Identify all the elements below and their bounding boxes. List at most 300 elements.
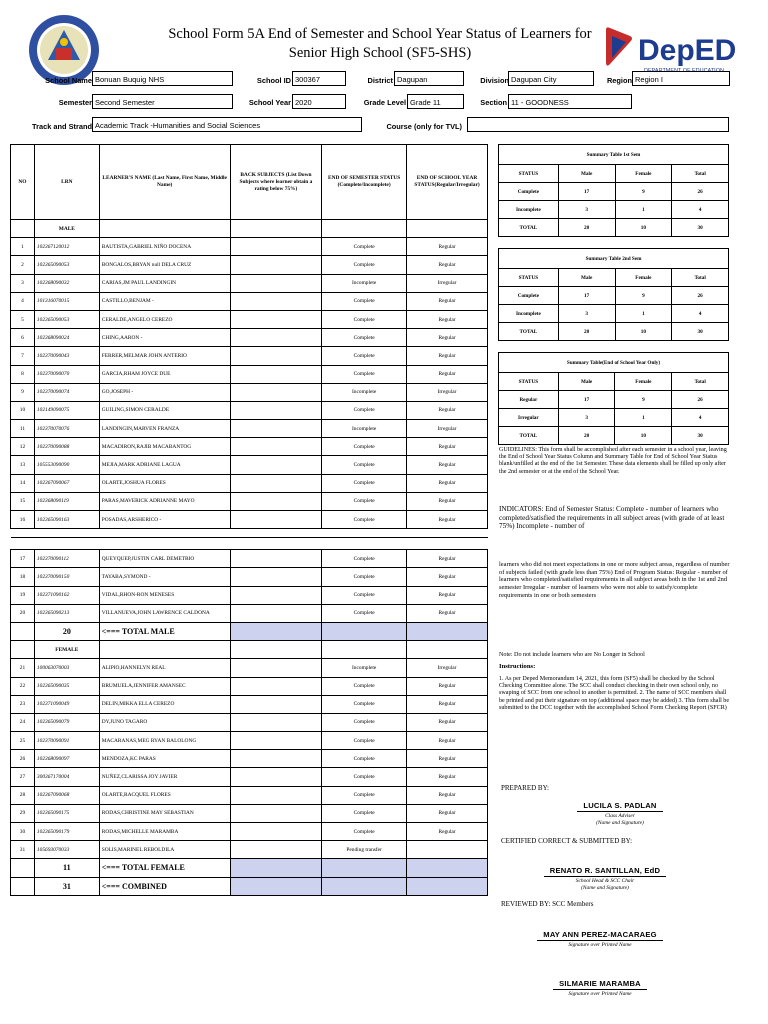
row-end-year-status: Regular [407, 823, 488, 841]
course-label: Course (only for TVL) [386, 122, 462, 131]
row-no: 5 [11, 310, 35, 328]
row-back-subjects [230, 456, 322, 474]
row-back-subjects [230, 238, 322, 256]
row-end-sem-status: Complete [322, 238, 407, 256]
summary-cell: 9 [615, 391, 672, 409]
col-back-subjects: BACK SUBJECTS (List Down Subjects where learner obtain a rating below 75%) [230, 145, 322, 220]
learner-row [11, 438, 488, 456]
instructions-title: Instructions: [499, 663, 536, 670]
grade-level-field[interactable]: Grade 11 [407, 94, 464, 109]
row-end-year-status: Regular [407, 713, 488, 731]
row-end-sem-status: Complete [322, 823, 407, 841]
row-back-subjects [230, 256, 322, 274]
summary-cell: TOTAL [499, 323, 559, 341]
learner-row [11, 695, 488, 713]
row-end-year-status: Regular [407, 586, 488, 604]
summary-cell: 9 [615, 183, 672, 201]
summary-cell: 3 [558, 305, 615, 323]
row-learner-name: BRUMUELA,JENNIFER AMANSEC [99, 677, 230, 695]
school-head-signature: RENATO R. SANTILLAN, EdD School Head & SCC Chair (Name and Signature) [505, 860, 705, 891]
learner-row [11, 420, 488, 438]
row-back-subjects [230, 365, 322, 383]
summary-head-cell: STATUS [499, 165, 559, 183]
summary-table-2nd-sem [498, 248, 729, 341]
summary-cell: 20 [558, 427, 615, 445]
learner-row [11, 823, 488, 841]
summary-cell: 1 [615, 409, 672, 427]
row-back-subjects [230, 713, 322, 731]
row-learner-name: QUEYQUEP,JUSTIN CARL DEMETRIO [99, 550, 230, 568]
row-end-year-status: Irregular [407, 274, 488, 292]
row-no: 8 [11, 365, 35, 383]
learner-row [11, 659, 488, 677]
row-end-sem-status: Complete [322, 786, 407, 804]
row-lrn: 102368090032 [34, 274, 99, 292]
summary-cell: 3 [558, 409, 615, 427]
row-end-sem-status: Complete [322, 256, 407, 274]
summary-cell: Irregular [499, 409, 559, 427]
row-end-year-status: Regular [407, 550, 488, 568]
male-section-row [11, 220, 488, 238]
row-no: 1 [11, 238, 35, 256]
combined-row [11, 877, 488, 895]
row-lrn: 102367120012 [34, 238, 99, 256]
row-learner-name: MACARANAS,MEG RYAN BALOLONG [99, 732, 230, 750]
row-no: 11 [11, 420, 35, 438]
learner-row [11, 238, 488, 256]
total-male-row-count: 20 [34, 622, 99, 640]
total-female-row-label: <=== TOTAL FEMALE [99, 859, 230, 877]
indicators-text-b: learners who did not meet expectations in one or more subject areas, regardless of number of subjects failed (with grade less than 75%) End of Program Status: Regular - number of learners who completed/satisfied requirements in all subject areas both in the 1st and 2nd semester Irregular - number of learners who were not able to satisfy/complete requirements in one or both semesters [499, 561, 730, 599]
summary-cell: 4 [672, 305, 729, 323]
learner-row [11, 568, 488, 586]
summary-head-cell: Male [558, 165, 615, 183]
row-no: 3 [11, 274, 35, 292]
row-lrn: 102371090162 [34, 586, 99, 604]
row-end-year-status [407, 841, 488, 859]
summary-cell: TOTAL [499, 427, 559, 445]
combined-row-label: <=== COMBINED [99, 877, 230, 895]
learner-row [11, 750, 488, 768]
semester-field[interactable]: Second Semester [92, 94, 233, 109]
region-field[interactable]: Region I [632, 71, 730, 86]
row-end-year-status: Irregular [407, 383, 488, 401]
section-label: Section [480, 98, 507, 107]
summary-cell: 20 [558, 219, 615, 237]
row-lrn: 102370090074 [34, 383, 99, 401]
row-learner-name: CERALDE,ANGELO CEREZO [99, 310, 230, 328]
row-no: 27 [11, 768, 35, 786]
summary-head-cell: Female [615, 165, 672, 183]
division-label: Division [480, 76, 509, 85]
row-lrn: 102370090088 [34, 438, 99, 456]
summary-cell: 17 [558, 391, 615, 409]
svg-text:DEPARTMENT OF EDUCATION: DEPARTMENT OF EDUCATION [644, 68, 724, 74]
learners-table [10, 144, 488, 896]
track-label: Track and Strand [32, 122, 92, 131]
row-no: 14 [11, 474, 35, 492]
row-lrn: 102370090070 [34, 365, 99, 383]
row-learner-name: DY,JUNO TAGARO [99, 713, 230, 731]
row-end-sem-status: Complete [322, 804, 407, 822]
summary-head-cell: Total [672, 165, 729, 183]
row-back-subjects [230, 329, 322, 347]
summary-cell: Incomplete [499, 305, 559, 323]
row-lrn: 102370090043 [34, 347, 99, 365]
guidelines-text: GUIDELINES: This form shall be accomplished after each semester in a school year, leaving the End of School Year Status Column and Summary Table for End of School Year Status blank/unfilled at the end of the 1st Semester. These data elements shall be filled up only after the 2nd semester or at the end of the School Year. [499, 447, 727, 475]
row-back-subjects [230, 550, 322, 568]
row-no: 9 [11, 383, 35, 401]
learner-row [11, 604, 488, 622]
row-no: 7 [11, 347, 35, 365]
continuation-header [11, 538, 488, 550]
row-no: 6 [11, 329, 35, 347]
summary-cell: 4 [672, 409, 729, 427]
row-learner-name: GARCIA,RHAM JOYCE DUE [99, 365, 230, 383]
row-back-subjects [230, 823, 322, 841]
summary-cell: 10 [615, 219, 672, 237]
summary-cell: 30 [672, 219, 729, 237]
summary-caption: Summary Table 2nd Sem [499, 249, 729, 269]
row-no: 30 [11, 823, 35, 841]
summary-row [499, 183, 729, 201]
combined-row-count: 31 [34, 877, 99, 895]
row-end-year-status: Regular [407, 750, 488, 768]
row-end-sem-status: Complete [322, 329, 407, 347]
summary-cell: 26 [672, 391, 729, 409]
female-section-row [11, 641, 488, 659]
row-no: 31 [11, 841, 35, 859]
summary-table-1st-sem [498, 144, 729, 237]
school-year-label: School Year [248, 98, 291, 107]
row-learner-name: OLARTE,RACQUEL FLORES [99, 786, 230, 804]
row-end-sem-status: Incomplete [322, 659, 407, 677]
row-end-year-status: Regular [407, 365, 488, 383]
row-no: 4 [11, 292, 35, 310]
total-male-row-label: <=== TOTAL MALE [99, 622, 230, 640]
section-field[interactable]: 11 - GOODNESS [508, 94, 632, 109]
row-end-sem-status: Complete [322, 511, 407, 529]
summary-head-cell: Male [558, 373, 615, 391]
row-learner-name: CARIAS,JM PAUL LANDINGIN [99, 274, 230, 292]
row-end-sem-status: Complete [322, 492, 407, 510]
row-learner-name: DELIN,MIKKA ELLA CEREZO [99, 695, 230, 713]
summary-caption: Summary Table 1st Sem [499, 145, 729, 165]
row-lrn: 102365090175 [34, 804, 99, 822]
summary-row [499, 287, 729, 305]
learner-row [11, 292, 488, 310]
col-end-year: END OF SCHOOL YEAR STATUS(Regular/Irregular) [407, 145, 488, 220]
summary-head-cell: Female [615, 373, 672, 391]
summary-row [499, 305, 729, 323]
row-end-year-status: Regular [407, 511, 488, 529]
row-back-subjects [230, 511, 322, 529]
row-no: 17 [11, 550, 35, 568]
row-end-sem-status: Complete [322, 310, 407, 328]
row-back-subjects [230, 292, 322, 310]
row-end-year-status: Regular [407, 256, 488, 274]
summary-row [499, 323, 729, 341]
row-no: 12 [11, 438, 35, 456]
summary-head-cell: Total [672, 373, 729, 391]
row-lrn: 102370070076 [34, 420, 99, 438]
row-end-year-status: Regular [407, 329, 488, 347]
row-back-subjects [230, 492, 322, 510]
row-no: 19 [11, 586, 35, 604]
row-lrn: 102368090119 [34, 492, 99, 510]
row-end-year-status: Regular [407, 768, 488, 786]
row-lrn: 102371090049 [34, 695, 99, 713]
row-back-subjects [230, 732, 322, 750]
row-learner-name: VIDAL,RHON-RON MENESES [99, 586, 230, 604]
row-no: 24 [11, 713, 35, 731]
row-back-subjects [230, 750, 322, 768]
row-no: 16 [11, 511, 35, 529]
learner-row [11, 274, 488, 292]
col-lrn: LRN [34, 145, 99, 220]
row-back-subjects [230, 604, 322, 622]
row-back-subjects [230, 420, 322, 438]
instructions-text: 1. As per Deped Memorandum 14, 2021, this form (SF5) shall be checked by the School Checking Committee alone. The SCC shall conduct checking in their own school only, no swaping of SCC from one school to another is permitted. 2. The name of SCC members shall be printed and put their signature on top (additional space may be added) 3. This form shall be submitted to the DCC together with the accomplished School Form Checking Report (SFCR) [499, 676, 730, 711]
row-end-sem-status: Complete [322, 768, 407, 786]
certified-label: CERTIFIED CORRECT & SUBMITTED BY: [501, 837, 633, 845]
division-field[interactable]: Dagupan City [508, 71, 594, 86]
row-back-subjects [230, 347, 322, 365]
summary-cell: 10 [615, 427, 672, 445]
row-learner-name: TAYABA,SYMOND - [99, 568, 230, 586]
row-end-sem-status: Complete [322, 292, 407, 310]
row-lrn: 101316070015 [34, 292, 99, 310]
row-back-subjects [230, 659, 322, 677]
row-learner-name: PARAS,MAVERICK ADRIANNE MAYO [99, 492, 230, 510]
total-female-row [11, 859, 488, 877]
row-lrn: 102370090112 [34, 550, 99, 568]
row-end-sem-status: Complete [322, 732, 407, 750]
row-no: 25 [11, 732, 35, 750]
school-id-field[interactable]: 300367 [292, 71, 346, 86]
track-field[interactable]: Academic Track -Humanities and Social Sciences [92, 117, 362, 132]
semester-label: Semester [58, 98, 92, 107]
row-back-subjects [230, 768, 322, 786]
row-lrn: 102367090067 [34, 474, 99, 492]
summary-cell: 30 [672, 323, 729, 341]
row-end-year-status: Regular [407, 292, 488, 310]
row-back-subjects [230, 383, 322, 401]
summary-cell: Regular [499, 391, 559, 409]
learner-row [11, 401, 488, 419]
row-end-sem-status: Complete [322, 347, 407, 365]
summary-row [499, 427, 729, 445]
row-no: 2 [11, 256, 35, 274]
note-text: Note: Do not include learners who are No Longer in School [499, 652, 645, 658]
row-end-sem-status: Incomplete [322, 274, 407, 292]
row-lrn: 102365090163 [34, 511, 99, 529]
learner-row [11, 256, 488, 274]
district-label: District [367, 76, 393, 85]
row-end-sem-status: Complete [322, 401, 407, 419]
learner-row [11, 474, 488, 492]
row-end-sem-status: Complete [322, 365, 407, 383]
row-lrn: 102370090091 [34, 732, 99, 750]
form-title: School Form 5A End of Semester and School Year Status of Learners for Senior High School (SF5-SHS) [168, 26, 592, 61]
total-female-row-count: 11 [34, 859, 99, 877]
learner-row [11, 713, 488, 731]
summary-cell: 20 [558, 323, 615, 341]
row-end-year-status: Regular [407, 474, 488, 492]
row-back-subjects [230, 401, 322, 419]
row-no: 20 [11, 604, 35, 622]
summary-cell: TOTAL [499, 219, 559, 237]
row-learner-name: CASTILLO,BENJAM - [99, 292, 230, 310]
school-id-label: School ID [256, 76, 291, 85]
col-no: NO [11, 145, 35, 220]
row-learner-name: POSADAS,ARSHERICO - [99, 511, 230, 529]
row-lrn: 102365090035 [34, 677, 99, 695]
summary-cell: Incomplete [499, 201, 559, 219]
row-learner-name: BONGALOS,BRYAN null DELA CRUZ [99, 256, 230, 274]
learner-row [11, 786, 488, 804]
row-learner-name: MEJIA,MARK ADRIANE LAGUA [99, 456, 230, 474]
summary-cell: 10 [615, 323, 672, 341]
row-end-sem-status: Complete [322, 713, 407, 731]
school-year-field[interactable]: 2020 [292, 94, 346, 109]
learner-row [11, 347, 488, 365]
row-learner-name: OLARTE,JOSHUA FLORES [99, 474, 230, 492]
row-lrn: 102365090179 [34, 823, 99, 841]
row-end-sem-status: Complete [322, 750, 407, 768]
learner-row [11, 841, 488, 859]
row-learner-name: RODAS,MICHELLE MARAMBA [99, 823, 230, 841]
row-learner-name: SOLIS,MARINEL REBOLDILA [99, 841, 230, 859]
row-learner-name: BAUTISTA,GABRIEL NIÑO DOCENA [99, 238, 230, 256]
summary-table-end-of-year [498, 352, 729, 445]
summary-cell: 30 [672, 427, 729, 445]
summary-head-cell: Total [672, 269, 729, 287]
row-end-sem-status: Pending transfer [322, 841, 407, 859]
summary-cell: 26 [672, 287, 729, 305]
scc-member-2-signature: SILMARIE MARAMBA Signature over Printed Name [500, 973, 700, 998]
row-back-subjects [230, 568, 322, 586]
row-end-year-status: Regular [407, 677, 488, 695]
row-learner-name: LANDINGIN,MARVEN FRANZA [99, 420, 230, 438]
row-no: 21 [11, 659, 35, 677]
row-back-subjects [230, 841, 322, 859]
learner-row [11, 550, 488, 568]
grade-level-label: Grade Level [363, 98, 406, 107]
learner-row [11, 804, 488, 822]
row-learner-name: MACADIRON,RAJIB MACABANTOG [99, 438, 230, 456]
male-label: MALE [34, 220, 99, 238]
summary-cell: 17 [558, 287, 615, 305]
scc-member-1-signature: MAY ANN PEREZ-MACARAEG Signature over Printed Name [500, 924, 700, 949]
row-learner-name: VILLANUEVA,JOHN LAWRENCE CALDONA [99, 604, 230, 622]
summary-head-cell: Female [615, 269, 672, 287]
summary-row [499, 391, 729, 409]
learner-row [11, 310, 488, 328]
female-label: FEMALE [34, 641, 99, 659]
row-end-sem-status: Complete [322, 568, 407, 586]
course-field[interactable] [467, 117, 729, 132]
learner-row [11, 456, 488, 474]
row-no: 26 [11, 750, 35, 768]
learner-row [11, 677, 488, 695]
row-learner-name: GUILING,SIMON CERALDE [99, 401, 230, 419]
row-end-year-status: Regular [407, 804, 488, 822]
row-lrn: 102149090075 [34, 401, 99, 419]
row-end-year-status: Regular [407, 401, 488, 419]
row-lrn: 105693070033 [34, 841, 99, 859]
summary-row [499, 219, 729, 237]
row-no: 13 [11, 456, 35, 474]
row-end-year-status: Irregular [407, 659, 488, 677]
row-no: 29 [11, 804, 35, 822]
learner-row [11, 383, 488, 401]
summary-cell: Complete [499, 183, 559, 201]
row-back-subjects [230, 586, 322, 604]
row-end-year-status: Regular [407, 695, 488, 713]
school-name-field[interactable]: Bonuan Buquig NHS [92, 71, 233, 86]
row-end-year-status: Regular [407, 456, 488, 474]
row-lrn: 102368090097 [34, 750, 99, 768]
row-learner-name: ALIPIO,HANNELYN REAL [99, 659, 230, 677]
row-end-year-status: Regular [407, 568, 488, 586]
learner-row [11, 732, 488, 750]
row-lrn: 102370090150 [34, 568, 99, 586]
row-lrn: 102365090053 [34, 256, 99, 274]
row-no: 22 [11, 677, 35, 695]
row-lrn: 300367170004 [34, 768, 99, 786]
summary-row [499, 201, 729, 219]
row-back-subjects [230, 786, 322, 804]
page-break-gap [11, 529, 488, 538]
district-field[interactable]: Dagupan [394, 71, 464, 86]
row-lrn: 102368090024 [34, 329, 99, 347]
summary-head-cell: STATUS [499, 373, 559, 391]
row-end-sem-status: Complete [322, 456, 407, 474]
row-no: 23 [11, 695, 35, 713]
summary-cell: 1 [615, 201, 672, 219]
summary-cell: 4 [672, 201, 729, 219]
row-end-sem-status: Complete [322, 550, 407, 568]
summary-cell: 17 [558, 183, 615, 201]
row-end-sem-status: Complete [322, 695, 407, 713]
learner-row [11, 586, 488, 604]
row-back-subjects [230, 438, 322, 456]
learner-row [11, 768, 488, 786]
summary-row [499, 409, 729, 427]
row-learner-name: GO,JOSEPH - [99, 383, 230, 401]
learner-row [11, 329, 488, 347]
row-back-subjects [230, 310, 322, 328]
row-back-subjects [230, 274, 322, 292]
col-end-sem: END OF SEMESTER STATUS (Complete/Incomplete) [322, 145, 407, 220]
learner-row [11, 365, 488, 383]
row-end-sem-status: Complete [322, 438, 407, 456]
adviser-signature: LUCILA S. PADLAN Class Adviser (Name and Signature) [520, 795, 720, 826]
row-learner-name: MENDOZA,KC PARAS [99, 750, 230, 768]
row-end-sem-status: Incomplete [322, 420, 407, 438]
total-male-row [11, 622, 488, 640]
row-no: 28 [11, 786, 35, 804]
row-end-year-status: Regular [407, 347, 488, 365]
row-end-year-status: Regular [407, 604, 488, 622]
row-back-subjects [230, 695, 322, 713]
row-end-year-status: Regular [407, 310, 488, 328]
region-label: Region [606, 76, 632, 85]
row-no: 15 [11, 492, 35, 510]
row-learner-name: RODAS,CHRISTINE MAY SEBASTIAN [99, 804, 230, 822]
row-lrn: 102367090068 [34, 786, 99, 804]
